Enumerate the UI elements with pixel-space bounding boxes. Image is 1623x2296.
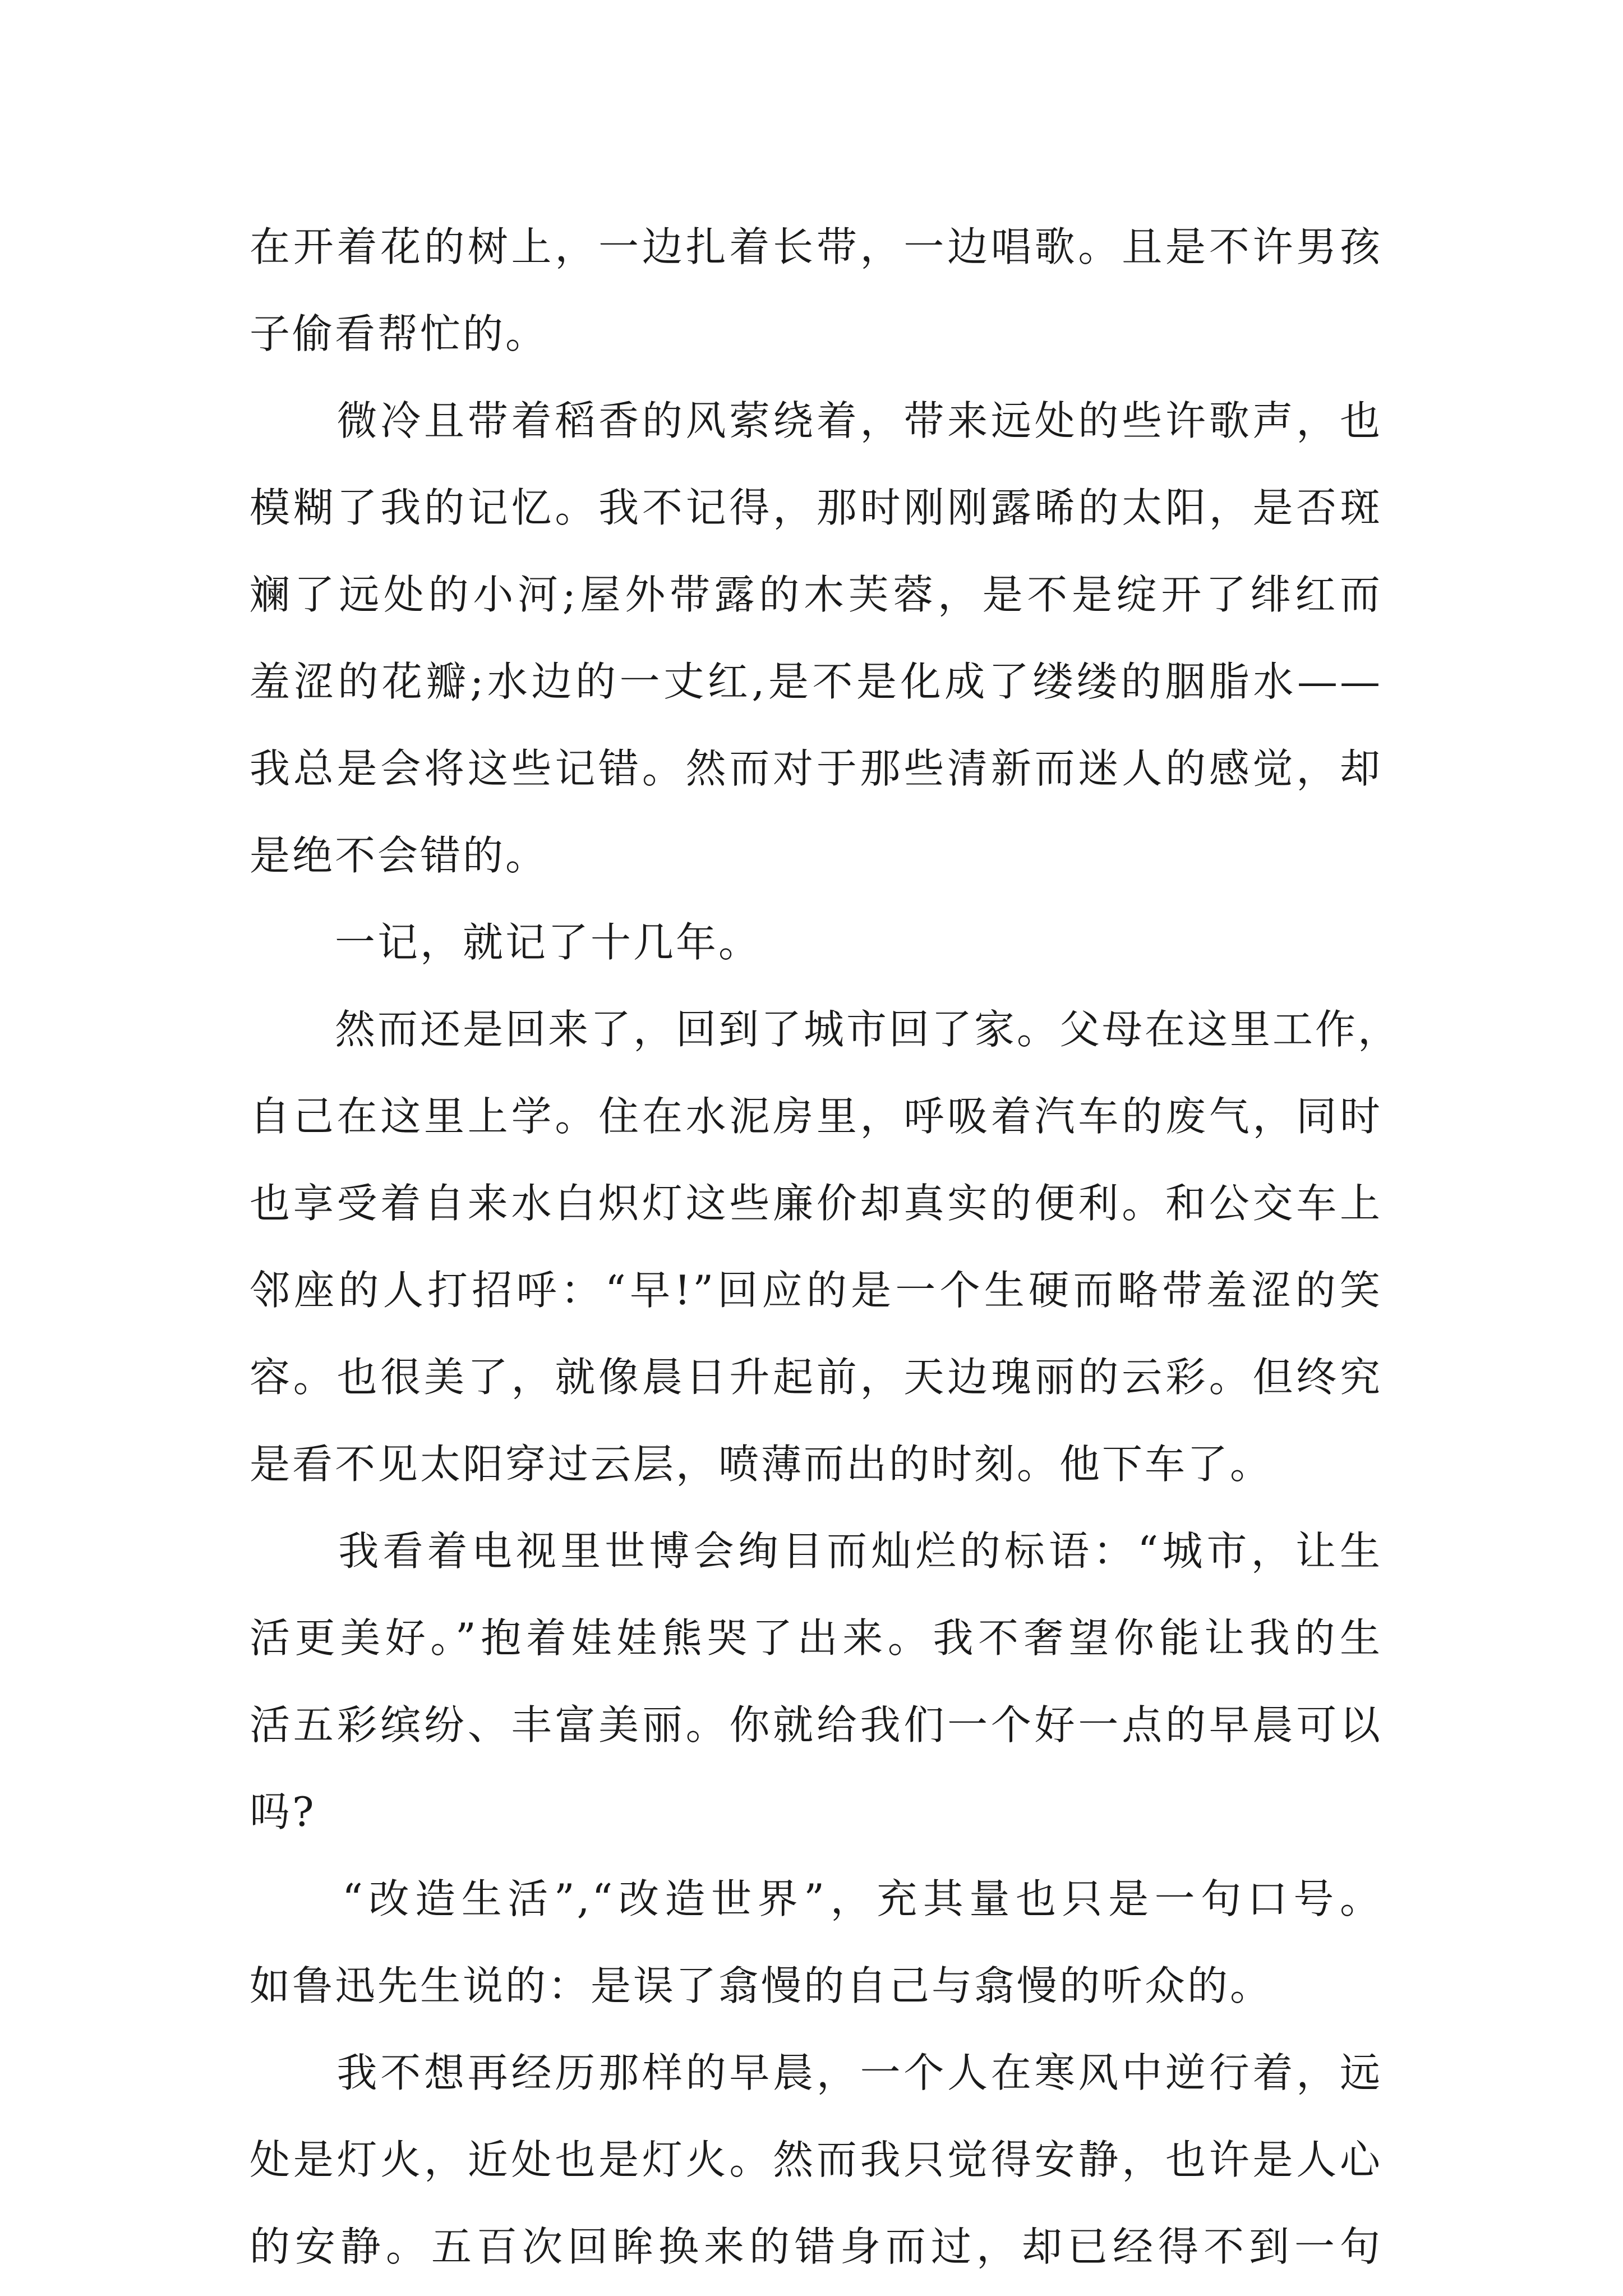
text-line: 一记，就记了十几年。 xyxy=(250,919,762,966)
text-line: 模糊了我的记忆。我不记得，那时刚刚露晞的太阳，是否斑 xyxy=(250,484,1382,531)
text-line: 是绝不会错的。 xyxy=(250,832,548,879)
text-line: 我不想再经历那样的早晨，一个人在寒风中逆行着，远 xyxy=(250,2049,1382,2096)
text-line: 活更美好。”抱着娃娃熊哭了出来。我不奢望你能让我的生 xyxy=(250,1614,1382,1662)
text-line: 羞涩的花瓣;水边的一丈红,是不是化成了缕缕的胭脂水—— xyxy=(250,658,1382,705)
text-line: 我看着电视里世博会绚目而灿烂的标语：“城市，让生 xyxy=(250,1527,1382,1575)
text-line: 微冷且带着稻香的风萦绕着，带来远处的些许歌声，也 xyxy=(250,397,1382,444)
text-line: 活五彩缤纷、丰富美丽。你就给我们一个好一点的早晨可以 xyxy=(250,1701,1382,1749)
text-line: 如鲁迅先生说的：是误了翕慢的自己与翕慢的听众的。 xyxy=(250,1962,1273,2009)
text-line: 的安静。五百次回眸换来的错身而过，却已经得不到一句 xyxy=(250,2223,1382,2270)
text-line: 然而还是回来了，回到了城市回了家。父母在这里工作， xyxy=(250,1006,1401,1053)
text-line: 吗? xyxy=(250,1788,316,1835)
text-line: 子偷看帮忙的。 xyxy=(250,310,548,357)
text-line: 自己在这里上学。住在水泥房里，呼吸着汽车的废气，同时 xyxy=(250,1093,1382,1140)
text-line: 也享受着自来水白炽灯这些廉价却真实的便利。和公交车上 xyxy=(250,1180,1382,1227)
text-line: 是看不见太阳穿过云层，喷薄而出的时刻。他下车了。 xyxy=(250,1441,1273,1488)
text-line: 处是灯火，近处也是灯火。然而我只觉得安静，也许是人心 xyxy=(250,2136,1382,2183)
text-line: “改造生活”,“改造世界”，充其量也只是一句口号。 xyxy=(250,1875,1382,1922)
text-line: 容。也很美了，就像晨日升起前，天边瑰丽的云彩。但终究 xyxy=(250,1354,1382,1401)
text-line: 邻座的人打招呼：“早!”回应的是一个生硬而略带羞涩的笑 xyxy=(250,1267,1382,1314)
text-line: 斓了远处的小河;屋外带露的木芙蓉，是不是绽开了绯红而 xyxy=(250,571,1382,618)
text-line: 在开着花的树上，一边扎着长带，一边唱歌。且是不许男孩 xyxy=(250,223,1382,270)
text-line: 我总是会将这些记错。然而对于那些清新而迷人的感觉，却 xyxy=(250,745,1382,792)
